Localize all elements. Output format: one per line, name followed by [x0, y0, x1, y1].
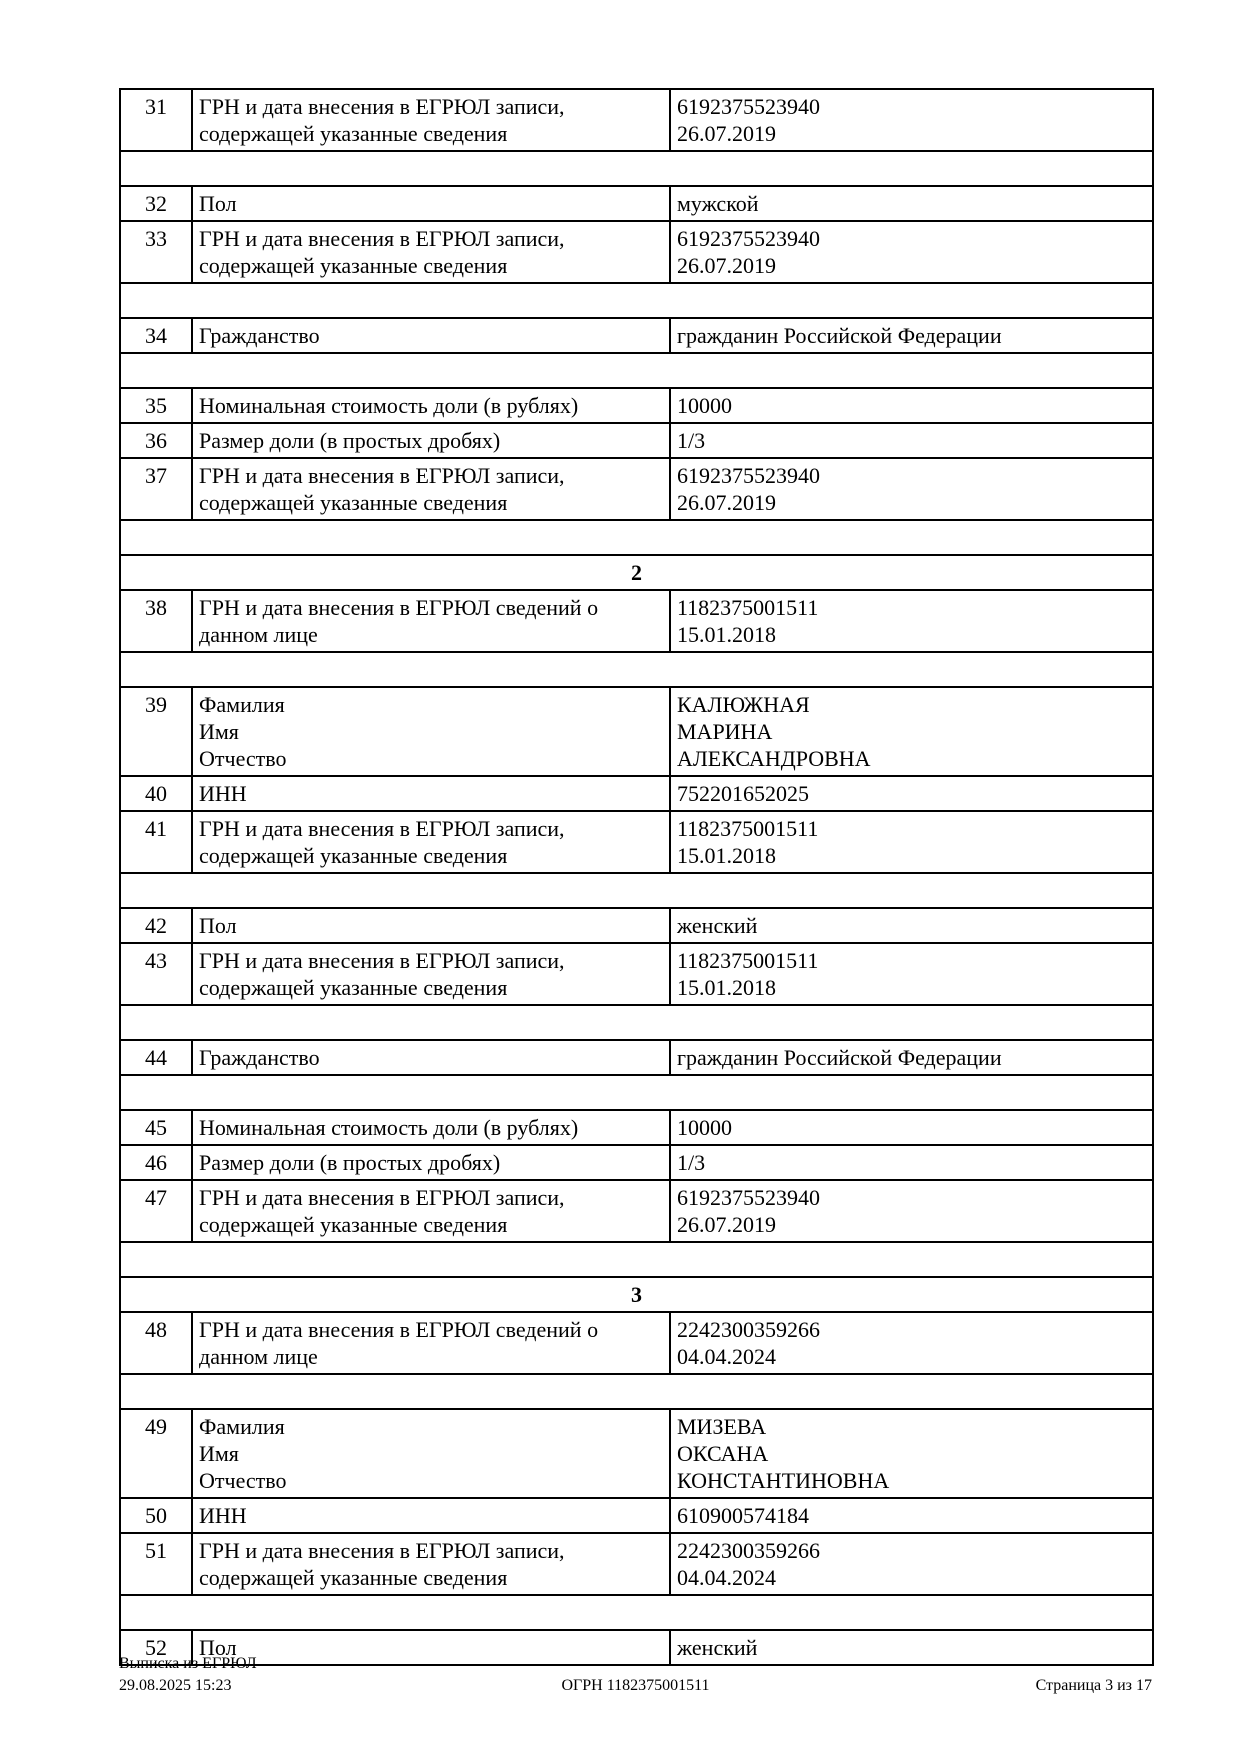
row-value	[670, 776, 1153, 811]
table-row-50	[120, 1498, 1153, 1533]
cell-text-line: 1/3	[677, 1150, 706, 1175]
row-value	[670, 908, 1153, 943]
row-value	[670, 89, 1153, 151]
row-label	[192, 1040, 670, 1075]
table-row-43	[120, 943, 1153, 1005]
cell-text-line: 10000	[677, 393, 732, 418]
cell-text-line: данном лице	[199, 622, 318, 647]
spacer-cell	[120, 520, 1153, 555]
row-label	[192, 423, 670, 458]
table-row-36	[120, 423, 1153, 458]
spacer-cell	[120, 1595, 1153, 1630]
cell-text-line: ГРН и дата внесения в ЕГРЮЛ записи,	[199, 1185, 565, 1210]
row-number: 39	[120, 687, 192, 776]
row-label	[192, 388, 670, 423]
spacer-row	[120, 1005, 1153, 1040]
cell-text-line: 15.01.2018	[677, 622, 776, 647]
row-number: 49	[120, 1409, 192, 1498]
footer-bottom-line	[119, 1675, 1152, 1697]
cell-text-line: ГРН и дата внесения в ЕГРЮЛ сведений о	[199, 595, 599, 620]
row-value	[670, 1040, 1153, 1075]
spacer-cell	[120, 1242, 1153, 1277]
cell-text-line: Отчество	[199, 1468, 287, 1493]
row-number: 42	[120, 908, 192, 943]
cell-text-line: данном лице	[199, 1344, 318, 1369]
table-row-41	[120, 811, 1153, 873]
footer-doc-type: Выписка из ЕГРЮЛ	[119, 1655, 257, 1672]
row-number: 50	[120, 1498, 192, 1533]
row-number: 51	[120, 1533, 192, 1595]
table-row-49	[120, 1409, 1153, 1498]
cell-text-line: 26.07.2019	[677, 1212, 776, 1237]
cell-text-line: ГРН и дата внесения в ЕГРЮЛ записи,	[199, 1538, 565, 1563]
row-value	[670, 590, 1153, 652]
row-value	[670, 458, 1153, 520]
spacer-cell	[120, 873, 1153, 908]
row-label	[192, 221, 670, 283]
cell-text-line: Имя	[199, 719, 239, 744]
row-number: 44	[120, 1040, 192, 1075]
row-label	[192, 1312, 670, 1374]
cell-text-line: 04.04.2024	[677, 1344, 776, 1369]
spacer-row	[120, 353, 1153, 388]
cell-text-line: Пол	[199, 1635, 237, 1660]
table-row-38	[120, 590, 1153, 652]
row-number: 34	[120, 318, 192, 353]
cell-text-line: ГРН и дата внесения в ЕГРЮЛ сведений о	[199, 1317, 599, 1342]
row-number: 43	[120, 943, 192, 1005]
row-label	[192, 776, 670, 811]
cell-text-line: ГРН и дата внесения в ЕГРЮЛ записи,	[199, 226, 565, 251]
row-label	[192, 318, 670, 353]
spacer-row	[120, 1595, 1153, 1630]
cell-text-line: 04.04.2024	[677, 1565, 776, 1590]
row-number: 37	[120, 458, 192, 520]
cell-text-line: 1/3	[677, 428, 706, 453]
cell-text-line: гражданин Российской Федерации	[677, 323, 1002, 348]
row-value	[670, 1498, 1153, 1533]
row-label	[192, 186, 670, 221]
row-number: 52	[120, 1630, 192, 1665]
row-value	[670, 943, 1153, 1005]
cell-text-line: ГРН и дата внесения в ЕГРЮЛ записи,	[199, 463, 565, 488]
page-footer	[119, 1653, 1152, 1697]
cell-text-line: Номинальная стоимость доли (в рублях)	[199, 1115, 579, 1140]
table-row-37	[120, 458, 1153, 520]
cell-text-line: КОНСТАНТИНОВНА	[677, 1468, 890, 1493]
table-row-51	[120, 1533, 1153, 1595]
cell-text-line: Размер доли (в простых дробях)	[199, 428, 501, 453]
row-label	[192, 1498, 670, 1533]
row-number: 33	[120, 221, 192, 283]
cell-text-line: содержащей указанные сведения	[199, 975, 508, 1000]
spacer-row	[120, 873, 1153, 908]
row-label	[192, 811, 670, 873]
row-value	[670, 1180, 1153, 1242]
row-value	[670, 1312, 1153, 1374]
row-value	[670, 1110, 1153, 1145]
table-row-46	[120, 1145, 1153, 1180]
spacer-row	[120, 1242, 1153, 1277]
cell-text-line: МАРИНА	[677, 719, 773, 744]
row-label	[192, 908, 670, 943]
row-value	[670, 186, 1153, 221]
cell-text-line: 6192375523940	[677, 226, 820, 251]
table-row-47	[120, 1180, 1153, 1242]
row-value	[670, 811, 1153, 873]
table-row-32	[120, 186, 1153, 221]
row-number: 47	[120, 1180, 192, 1242]
cell-text-line: Пол	[199, 191, 237, 216]
row-label	[192, 590, 670, 652]
footer-page-number: Страница 3 из 17	[1035, 1677, 1152, 1694]
cell-text-line: Отчество	[199, 746, 287, 771]
cell-text-line: женский	[677, 913, 758, 938]
cell-text-line: 2242300359266	[677, 1317, 820, 1342]
cell-text-line: Пол	[199, 913, 237, 938]
cell-text-line: Гражданство	[199, 1045, 320, 1070]
table-row-39	[120, 687, 1153, 776]
cell-text-line: 1182375001511	[677, 948, 819, 973]
cell-text-line: гражданин Российской Федерации	[677, 1045, 1002, 1070]
spacer-cell	[120, 283, 1153, 318]
spacer-cell	[120, 151, 1153, 186]
cell-text-line: КАЛЮЖНАЯ	[677, 692, 810, 717]
cell-text-line: Фамилия	[199, 692, 285, 717]
table-row-45	[120, 1110, 1153, 1145]
table-row-42	[120, 908, 1153, 943]
cell-text-line: содержащей указанные сведения	[199, 253, 508, 278]
row-number: 35	[120, 388, 192, 423]
table-row-44	[120, 1040, 1153, 1075]
row-value	[670, 687, 1153, 776]
row-number: 41	[120, 811, 192, 873]
row-number: 31	[120, 89, 192, 151]
spacer-row	[120, 520, 1153, 555]
spacer-cell	[120, 353, 1153, 388]
cell-text-line: 1182375001511	[677, 816, 819, 841]
spacer-row	[120, 151, 1153, 186]
row-label	[192, 687, 670, 776]
row-value	[670, 388, 1153, 423]
cell-text-line: Номинальная стоимость доли (в рублях)	[199, 393, 579, 418]
row-value	[670, 221, 1153, 283]
cell-text-line: мужской	[677, 191, 759, 216]
cell-text-line: 26.07.2019	[677, 253, 776, 278]
cell-text-line: содержащей указанные сведения	[199, 121, 508, 146]
cell-text-line: 6192375523940	[677, 94, 820, 119]
footer-ogrn: ОГРН 1182375001511	[561, 1677, 710, 1694]
row-label	[192, 943, 670, 1005]
cell-text-line: ГРН и дата внесения в ЕГРЮЛ записи,	[199, 948, 565, 973]
table-row-34	[120, 318, 1153, 353]
cell-text-line: содержащей указанные сведения	[199, 490, 508, 515]
cell-text-line: 6192375523940	[677, 463, 820, 488]
cell-text-line: АЛЕКСАНДРОВНА	[677, 746, 871, 771]
cell-text-line: Гражданство	[199, 323, 320, 348]
cell-text-line: Фамилия	[199, 1414, 285, 1439]
cell-text-line: 6192375523940	[677, 1185, 820, 1210]
row-label	[192, 458, 670, 520]
row-value	[670, 318, 1153, 353]
row-label	[192, 1409, 670, 1498]
footer-datetime: 29.08.2025 15:23	[119, 1677, 232, 1694]
cell-text-line: 10000	[677, 1115, 732, 1140]
cell-text-line: содержащей указанные сведения	[199, 1212, 508, 1237]
table-row-48	[120, 1312, 1153, 1374]
cell-text-line: 1182375001511	[677, 595, 819, 620]
row-number: 45	[120, 1110, 192, 1145]
cell-text-line: женский	[677, 1635, 758, 1660]
cell-text-line: Имя	[199, 1441, 239, 1466]
row-number: 38	[120, 590, 192, 652]
cell-text-line: 15.01.2018	[677, 975, 776, 1000]
cell-text-line: 2242300359266	[677, 1538, 820, 1563]
row-number: 36	[120, 423, 192, 458]
table-row-40	[120, 776, 1153, 811]
spacer-row	[120, 1374, 1153, 1409]
row-label	[192, 1533, 670, 1595]
row-number: 48	[120, 1312, 192, 1374]
row-value	[670, 423, 1153, 458]
cell-text-line: 26.07.2019	[677, 121, 776, 146]
table-row-33	[120, 221, 1153, 283]
cell-text-line: 15.01.2018	[677, 843, 776, 868]
spacer-cell	[120, 1374, 1153, 1409]
section-header-row-3	[120, 1277, 1153, 1312]
section-header-number: 2	[120, 555, 1153, 590]
row-value	[670, 1409, 1153, 1498]
row-label	[192, 1145, 670, 1180]
egrul-extract-table	[119, 88, 1154, 1666]
cell-text-line: Размер доли (в простых дробях)	[199, 1150, 501, 1175]
row-label	[192, 1180, 670, 1242]
cell-text-line: ГРН и дата внесения в ЕГРЮЛ записи,	[199, 94, 565, 119]
row-number: 40	[120, 776, 192, 811]
row-number: 46	[120, 1145, 192, 1180]
cell-text-line: МИЗЕВА	[677, 1414, 767, 1439]
cell-text-line: содержащей указанные сведения	[199, 843, 508, 868]
cell-text-line: 610900574184	[677, 1503, 809, 1528]
table-row-31	[120, 89, 1153, 151]
spacer-cell	[120, 1005, 1153, 1040]
spacer-row	[120, 1075, 1153, 1110]
table-row-35	[120, 388, 1153, 423]
spacer-row	[120, 652, 1153, 687]
cell-text-line: ГРН и дата внесения в ЕГРЮЛ записи,	[199, 816, 565, 841]
row-label	[192, 1110, 670, 1145]
row-label	[192, 89, 670, 151]
spacer-cell	[120, 1075, 1153, 1110]
cell-text-line: содержащей указанные сведения	[199, 1565, 508, 1590]
spacer-row	[120, 283, 1153, 318]
cell-text-line: ОКСАНА	[677, 1441, 769, 1466]
row-number: 32	[120, 186, 192, 221]
row-value	[670, 1533, 1153, 1595]
cell-text-line: ИНН	[199, 781, 247, 806]
cell-text-line: ИНН	[199, 1503, 247, 1528]
row-value	[670, 1145, 1153, 1180]
cell-text-line: 26.07.2019	[677, 490, 776, 515]
cell-text-line: 752201652025	[677, 781, 809, 806]
spacer-cell	[120, 652, 1153, 687]
section-header-row-2	[120, 555, 1153, 590]
section-header-number: 3	[120, 1277, 1153, 1312]
